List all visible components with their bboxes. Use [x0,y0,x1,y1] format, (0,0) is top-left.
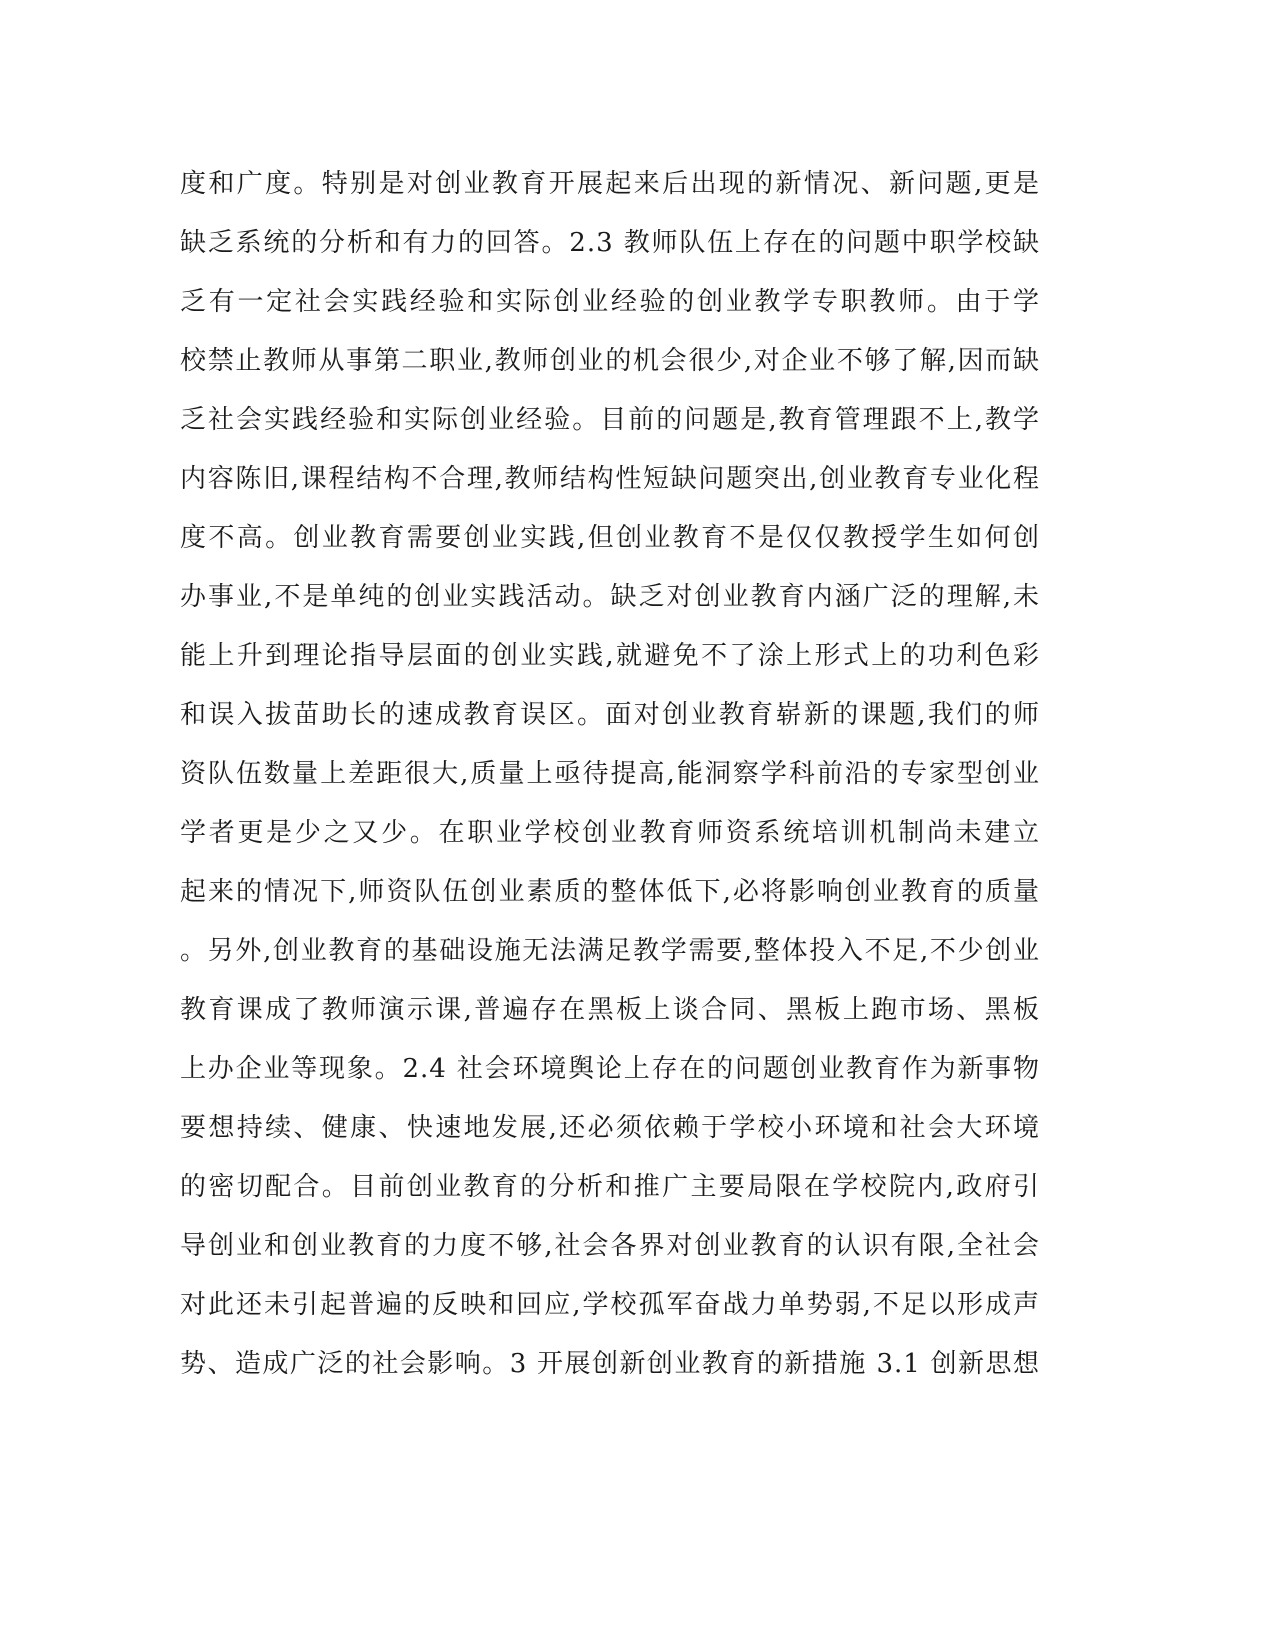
text-line: 上办企业等现象。2.4 社会环境舆论上存在的问题创业教育作为新事物 [180,1054,1040,1084]
text-line: 学者更是少之又少。在职业学校创业教育师资系统培训机制尚未建立 [180,818,1040,848]
body-text [180,155,1040,1394]
text-line: 资队伍数量上差距很大,质量上亟待提高,能洞察学科前沿的专家型创业 [180,759,1040,789]
text-line: 乏社会实践经验和实际创业经验。目前的问题是,教育管理跟不上,教学 [180,405,1040,435]
text-line: 校禁止教师从事第二职业,教师创业的机会很少,对企业不够了解,因而缺 [180,346,1040,376]
text-line: 。另外,创业教育的基础设施无法满足教学需要,整体投入不足,不少创业 [180,936,1040,966]
text-line: 势、造成广泛的社会影响。3 开展创新创业教育的新措施 3.1 创新思想 [180,1349,1040,1379]
text-line: 办事业,不是单纯的创业实践活动。缺乏对创业教育内涵广泛的理解,未 [180,582,1040,612]
text-line: 和误入拔苗助长的速成教育误区。面对创业教育崭新的课题,我们的师 [180,700,1040,730]
text-line: 起来的情况下,师资队伍创业素质的整体低下,必将影响创业教育的质量 [180,877,1040,907]
text-line: 导创业和创业教育的力度不够,社会各界对创业教育的认识有限,全社会 [180,1231,1040,1261]
text-line: 缺乏系统的分析和有力的回答。2.3 教师队伍上存在的问题中职学校缺 [180,228,1040,258]
text-line: 度不高。创业教育需要创业实践,但创业教育不是仅仅教授学生如何创 [180,523,1040,553]
text-line: 度和广度。特别是对创业教育开展起来后出现的新情况、新问题,更是 [180,169,1040,199]
text-line: 对此还未引起普遍的反映和回应,学校孤军奋战力单势弱,不足以形成声 [180,1290,1040,1320]
text-line: 能上升到理论指导层面的创业实践,就避免不了涂上形式上的功利色彩 [180,641,1040,671]
text-line: 要想持续、健康、快速地发展,还必须依赖于学校小环境和社会大环境 [180,1113,1040,1143]
text-line: 的密切配合。目前创业教育的分析和推广主要局限在学校院内,政府引 [180,1172,1040,1202]
text-line: 内容陈旧,课程结构不合理,教师结构性短缺问题突出,创业教育专业化程 [180,464,1040,494]
text-line: 教育课成了教师演示课,普遍存在黑板上谈合同、黑板上跑市场、黑板 [180,995,1040,1025]
text-line: 乏有一定社会实践经验和实际创业经验的创业教学专职教师。由于学 [180,287,1040,317]
